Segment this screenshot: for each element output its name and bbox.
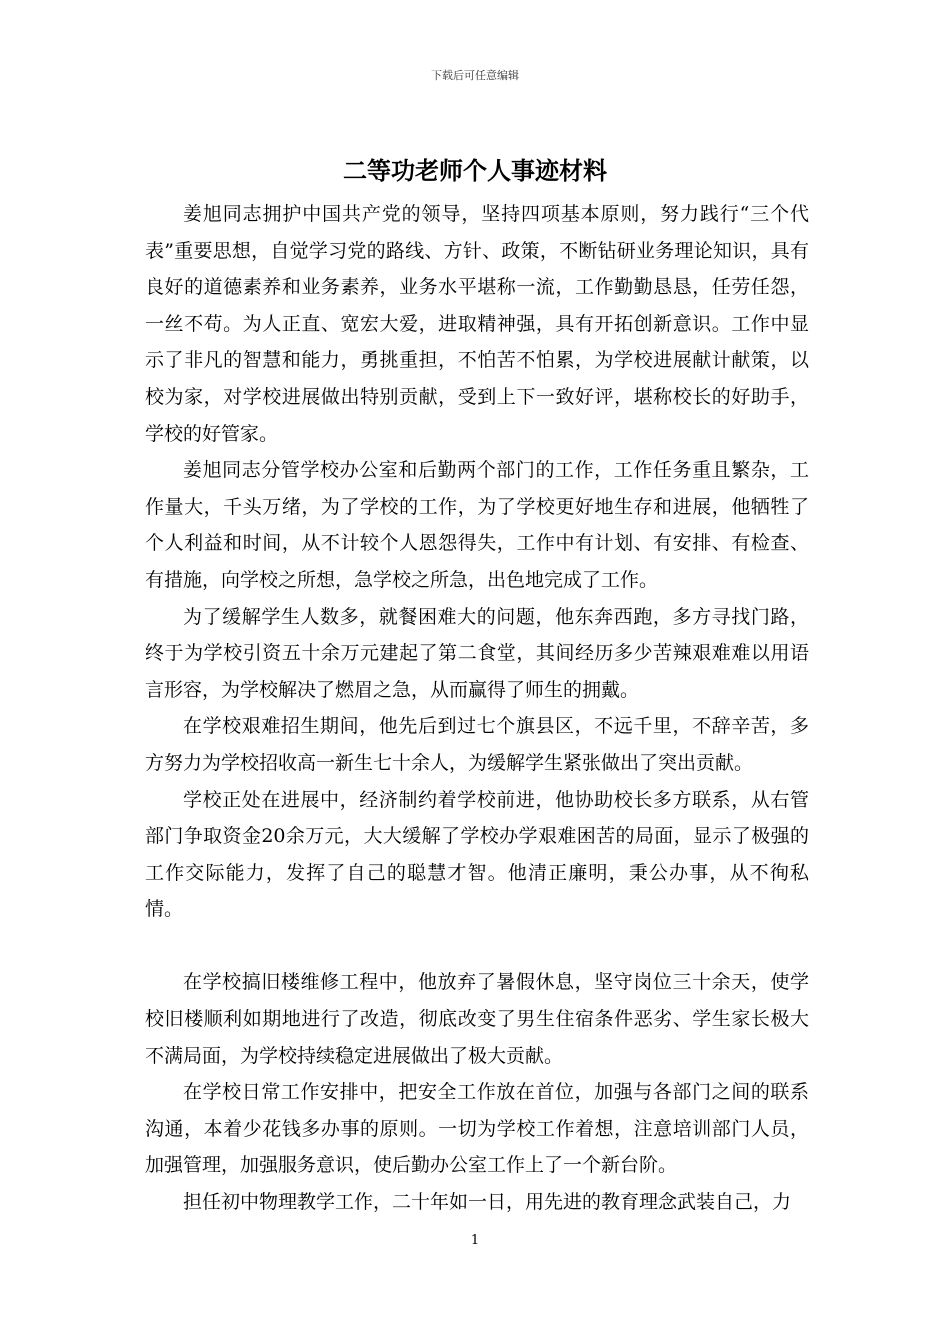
paragraph: 学校正处在进展中，经济制约着学校前进，他协助校长多方联系，从右管部门争取资金20余万元，大大缓解了学校办学艰难困苦的局面，显示了极强的工作交际能力，发挥了自己的聪慧才智。他清正廉明，秉公办事，从不徇私情。	[145, 788, 809, 921]
paragraph: 在学校日常工作安排中，把安全工作放在首位，加强与各部门之间的联系沟通，本着少花钱多办事的原则。一切为学校工作着想，注意培训部门人员，加强管理，加强服务意识，使后勤办公室工作上了一个新台阶。	[145, 1081, 809, 1177]
page-number: 1	[470, 1233, 480, 1248]
paragraph: 为了缓解学生人数多，就餐困难大的问题，他东奔西跑，多方寻找门路，终于为学校引资五十余万元建起了第二食堂，其间经历多少苦辣艰难难以用语言形容，为学校解决了燃眉之急，从而赢得了师生的拥戴。	[145, 605, 809, 701]
paragraph: 姜旭同志分管学校办公室和后勤两个部门的工作，工作任务重且繁杂，工作量大，千头万绪，为了学校的工作，为了学校更好地生存和进展，他牺牲了个人利益和时间，从不计较个人恩怨得失，工作中有计划、有安排、有检查、有措施，向学校之所想，急学校之所急，出色地完成了工作。	[145, 459, 809, 591]
header-note: 下载后可任意编辑	[431, 69, 519, 82]
paragraph: 姜旭同志拥护中国共产党的领导，坚持四项基本原则，努力践行“三个代表”重要思想，自觉学习党的路线、方针、政策，不断钻研业务理论知识，具有良好的道德素养和业务素养，业务水平堪称一流，工作勤勤恳恳，任劳任怨，一丝不苟。为人正直、宽宏大爱，进取精神强，具有开拓创新意识。工作中显示了非凡的智慧和能力，勇挑重担，不怕苦不怕累，为学校进展献计献策，以校为家，对学校进展做出特别贡献，受到上下一致好评，堪称校长的好助手，学校的好管家。	[145, 203, 809, 445]
document-title: 二等功老师个人事迹材料	[343, 156, 607, 185]
document-body	[145, 196, 809, 1221]
paragraph: 在学校艰难招生期间，他先后到过七个旗县区，不远千里，不辞辛苦，多方努力为学校招收高一新生七十余人，为缓解学生紧张做出了突出贡献。	[145, 715, 809, 774]
paragraph: 担任初中物理教学工作，二十年如一日，用先进的教育理念武装自己，力	[183, 1191, 792, 1214]
paragraph: 在学校搞旧楼维修工程中，他放弃了暑假休息，坚守岗位三十余天，使学校旧楼顺利如期地进行了改造，彻底改变了男生住宿条件恶劣、学生家长极大不满局面，为学校持续稳定进展做出了极大贡献。	[145, 971, 809, 1067]
